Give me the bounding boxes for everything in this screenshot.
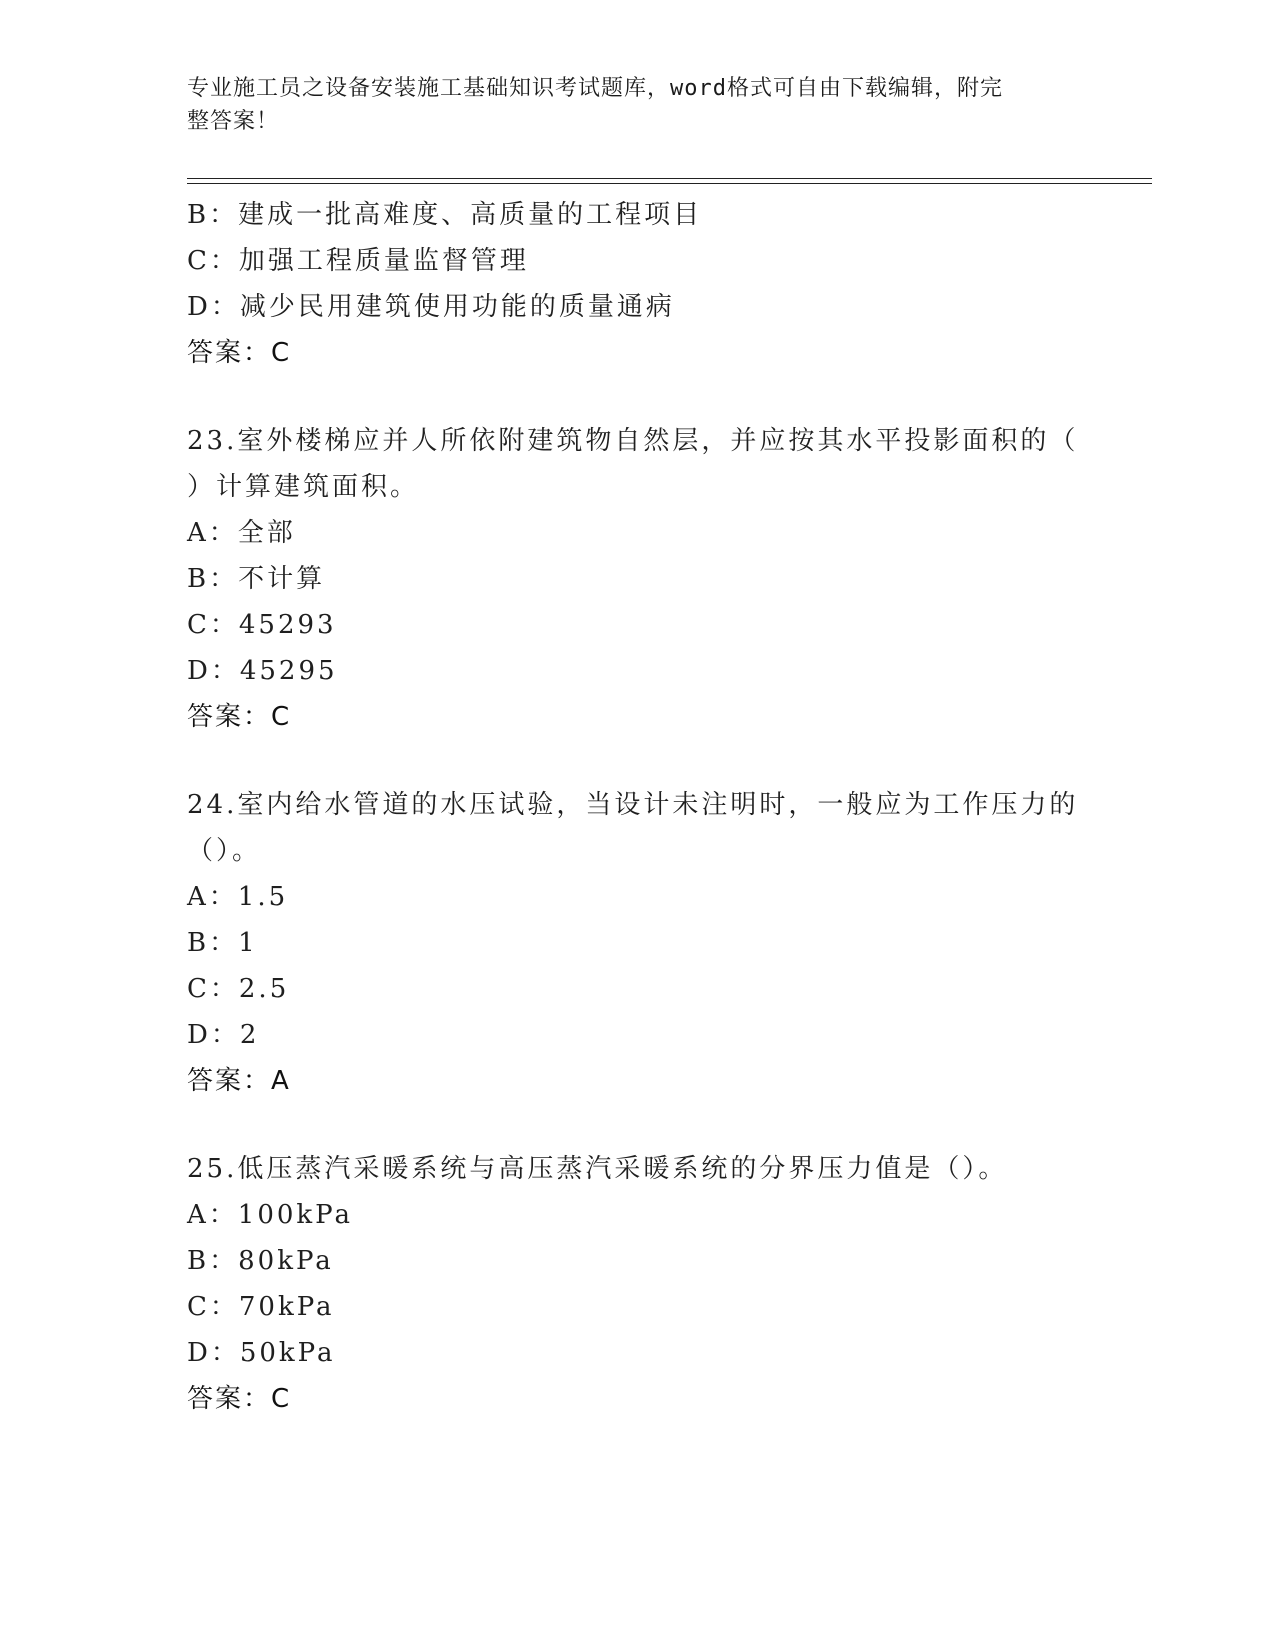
option-d: D：50kPa xyxy=(187,1338,336,1368)
answer: 答案：C xyxy=(187,1384,292,1414)
header-divider-top xyxy=(187,178,1152,179)
answer: 答案：A xyxy=(187,1066,291,1096)
spacer xyxy=(187,376,1087,418)
option-a: A：100kPa xyxy=(187,1200,353,1230)
question-stem: 23.室外楼梯应并人所依附建筑物自然层，并应按其水平投影面积的（ xyxy=(187,426,1079,456)
question-24 xyxy=(187,782,1087,1104)
option-c: C：45293 xyxy=(187,610,337,640)
option-a: A：1.5 xyxy=(187,882,289,912)
option-d: D：减少民用建筑使用功能的质量通病 xyxy=(187,292,675,322)
question-stem-continued: （）。 xyxy=(187,836,262,866)
question-stem-continued: ）计算建筑面积。 xyxy=(187,472,420,502)
question-list xyxy=(187,192,1087,1422)
question-stem: 24.室内给水管道的水压试验，当设计未注明时，一般应为工作压力的 xyxy=(187,790,1079,820)
option-b: B：不计算 xyxy=(187,564,326,594)
document-header xyxy=(187,72,1067,138)
option-d: D：45295 xyxy=(187,656,338,686)
option-c: C：2.5 xyxy=(187,974,290,1004)
spacer xyxy=(187,1104,1087,1146)
option-b: B：1 xyxy=(187,928,258,958)
option-c: C：加强工程质量监督管理 xyxy=(187,246,529,276)
question-22 xyxy=(187,192,1087,376)
question-25 xyxy=(187,1146,1087,1422)
question-23 xyxy=(187,418,1087,740)
question-stem: 25.低压蒸汽采暖系统与高压蒸汽采暖系统的分界压力值是（）。 xyxy=(187,1154,1008,1184)
answer: 答案：C xyxy=(187,338,292,368)
option-b: B：80kPa xyxy=(187,1246,334,1276)
header-line-2: 整答案！ xyxy=(187,109,280,134)
answer: 答案：C xyxy=(187,702,292,732)
header-divider-bottom xyxy=(187,183,1152,184)
spacer xyxy=(187,740,1087,782)
option-b: B：建成一批高难度、高质量的工程项目 xyxy=(187,200,703,230)
option-a: A：全部 xyxy=(187,518,296,548)
header-line-1: 专业施工员之设备安装施工基础知识考试题库，word格式可自由下载编辑，附完 xyxy=(187,76,1003,101)
option-d: D：2 xyxy=(187,1020,260,1050)
option-c: C：70kPa xyxy=(187,1292,335,1322)
